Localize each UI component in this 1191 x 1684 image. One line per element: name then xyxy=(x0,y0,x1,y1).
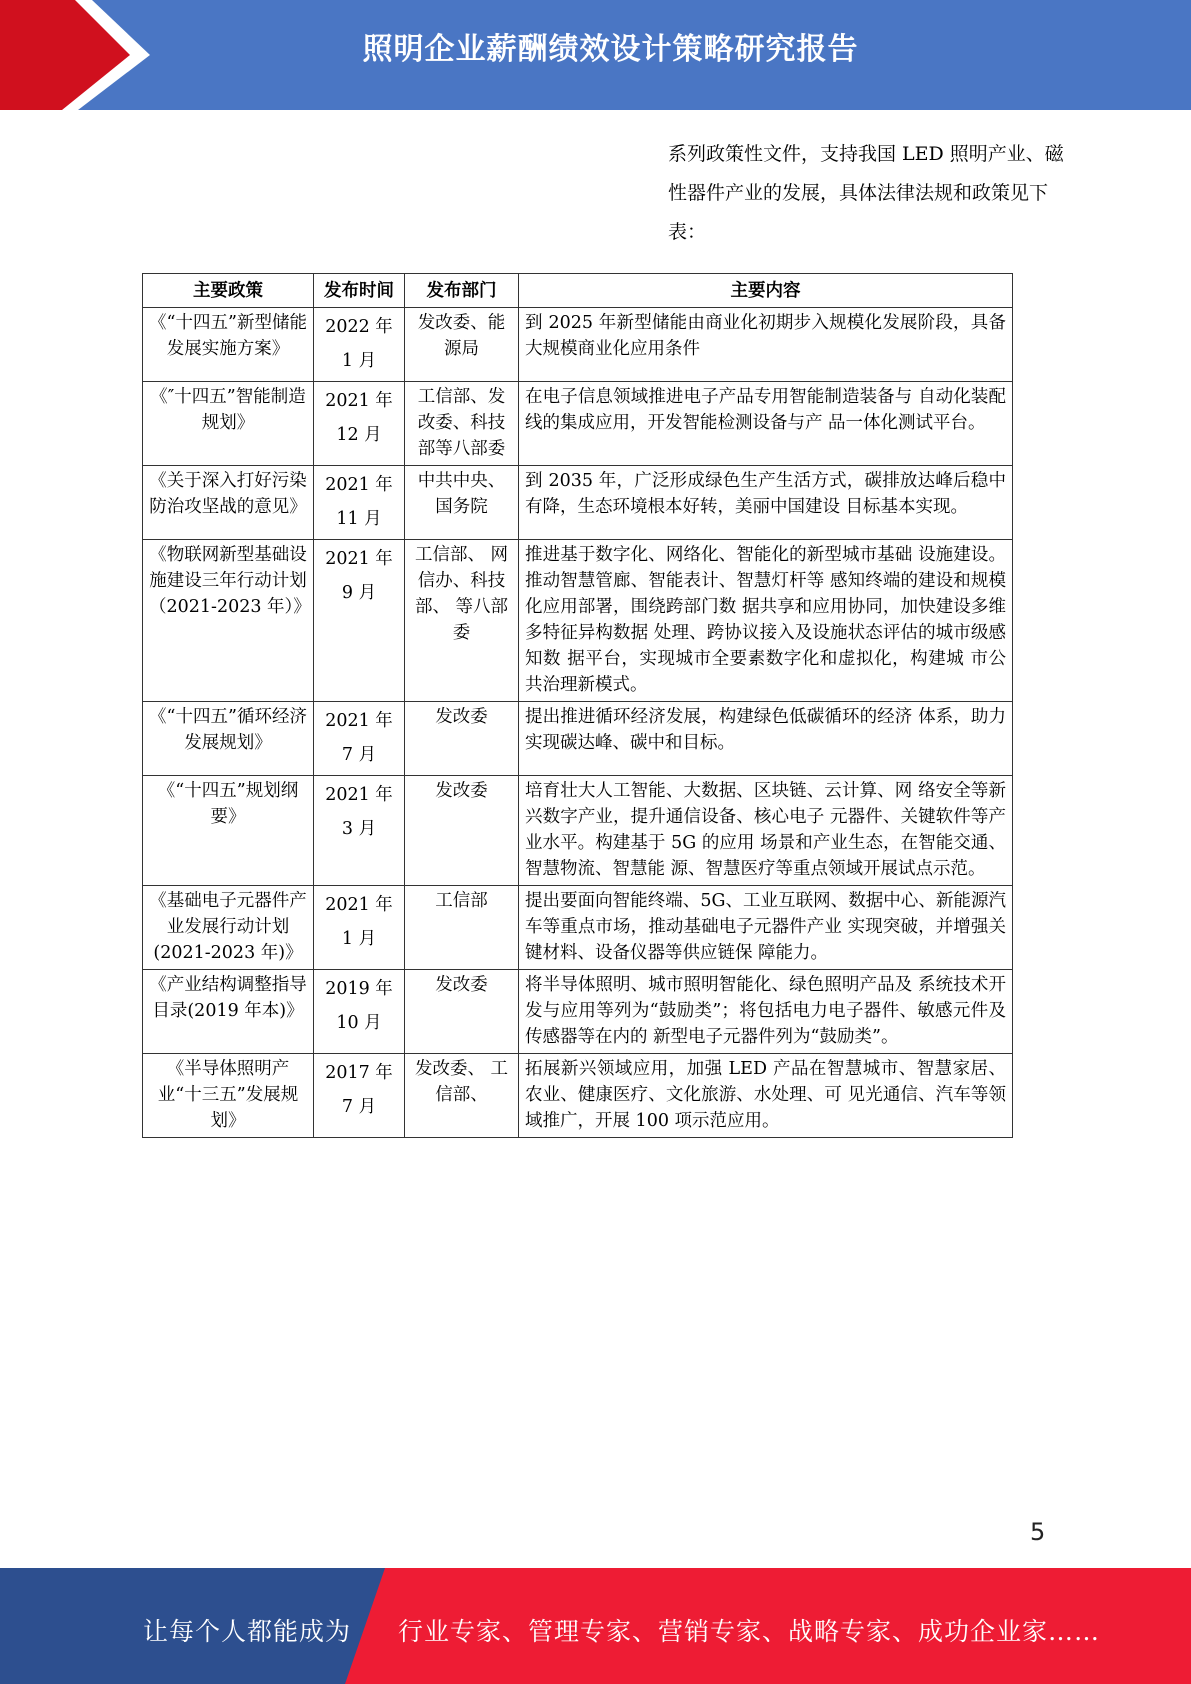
policy-content: 将半导体照明、城市照明智能化、绿色照明产品及 系统技术开发与应用等列为“鼓励类”；将包括电力电子器件、敏感元件及传感器等在内的 新型电子元器件列为“鼓励类”。 xyxy=(519,970,1013,1054)
policy-date: 2021 年 7 月 xyxy=(314,702,405,776)
policy-date: 2021 年 12 月 xyxy=(314,382,405,466)
policy-content: 到 2035 年，广泛形成绿色生产生活方式，碳排放达峰后稳中有降，生态环境根本好转，美丽中国建设 目标基本实现。 xyxy=(519,466,1013,540)
header-content: 主要内容 xyxy=(519,274,1013,308)
policy-content: 提出要面向智能终端、5G、工业互联网、数据中心、新能源汽车等重点市场，推动基础电子元器件产业 实现突破，并增强关键材料、设备仪器等供应链保 障能力。 xyxy=(519,886,1013,970)
policy-name: 《半导体照明产业“十三五”发展规划》 xyxy=(143,1054,314,1138)
table-row xyxy=(143,702,1013,776)
policy-date: 2019 年 10 月 xyxy=(314,970,405,1054)
policy-name: 《″十四五”智能制造规划》 xyxy=(143,382,314,466)
intro-paragraph: 系列政策性文件，支持我国 LED 照明产业、磁性器件产业的发展，具体法律法规和政策见下表： xyxy=(668,143,1064,243)
footer-slogan-left: 让每个人都能成为 xyxy=(143,1617,352,1646)
policy-dept: 工信部、 网信办、科技部、 等八部委 xyxy=(405,540,519,702)
policy-content: 推进基于数字化、网络化、智能化的新型城市基础 设施建设。推动智慧管廊、智能表计、智慧灯杆等 感知终端的建设和规模化应用部署，围绕跨部门数 据共享和应用协同，加快建设多维多特征异构数据 处理、跨协议接入及设施状态评估的城市级感知数 据平台，实现城市全要素数字化和虚拟化，构建城 市公共治理新模式。 xyxy=(519,540,1013,702)
policy-date: 2021 年 9 月 xyxy=(314,540,405,702)
table-row xyxy=(143,308,1013,382)
header-date: 发布时间 xyxy=(314,274,405,308)
policy-dept: 中共中央、国务院 xyxy=(405,466,519,540)
policy-name: 《关于深入打好污染防治攻坚战的意见》 xyxy=(143,466,314,540)
policy-date: 2021 年 1 月 xyxy=(314,886,405,970)
footer-slogan-right: 行业专家、管理专家、营销专家、战略专家、成功企业家…… xyxy=(398,1617,1101,1646)
policy-name: 《基础电子元器件产业发展行动计划(2021-2023 年)》 xyxy=(143,886,314,970)
policy-content: 培育壮大人工智能、大数据、区块链、云计算、网 络安全等新兴数字产业，提升通信设备、核心电子 元器件、关键软件等产业水平。构建基于 5G 的应用 场景和产业生态，在智能交通、智慧物流、智慧能 源、智慧医疗等重点领域开展试点示范。 xyxy=(519,776,1013,886)
policy-date: 2021 年 3 月 xyxy=(314,776,405,886)
policy-content: 拓展新兴领域应用，加强 LED 产品在智慧城市、智慧家居、农业、健康医疗、文化旅游、水处理、可 见光通信、汽车等领域推广，开展 100 项示范应用。 xyxy=(519,1054,1013,1138)
policy-name: 《物联网新型基础设施建设三年行动计划（2021-2023 年）》 xyxy=(143,540,314,702)
policy-dept: 发改委 xyxy=(405,702,519,776)
table-row xyxy=(143,886,1013,970)
header-policy: 主要政策 xyxy=(143,274,314,308)
policy-name: 《产业结构调整指导目录(2019 年本)》 xyxy=(143,970,314,1054)
policy-name: 《“十四五”规划纲要》 xyxy=(143,776,314,886)
table-row xyxy=(143,970,1013,1054)
page-header xyxy=(0,0,1191,110)
policy-content: 在电子信息领域推进电子产品专用智能制造装备与 自动化装配线的集成应用，开发智能检测设备与产 品一体化测试平台。 xyxy=(519,382,1013,466)
policy-content: 到 2025 年新型储能由商业化初期步入规模化发展阶段，具备大规模商业化应用条件 xyxy=(519,308,1013,382)
policy-dept: 发改委、能源局 xyxy=(405,308,519,382)
table-row xyxy=(143,1054,1013,1138)
policy-dept: 发改委 xyxy=(405,776,519,886)
policy-date: 2017 年 7 月 xyxy=(314,1054,405,1138)
policy-date: 2022 年 1 月 xyxy=(314,308,405,382)
table-row xyxy=(143,776,1013,886)
page-number: 5 xyxy=(1030,1518,1046,1546)
policy-dept: 工信部、发改委、科技部等八部委 xyxy=(405,382,519,466)
policy-dept: 发改委 xyxy=(405,970,519,1054)
policy-date: 2021 年 11 月 xyxy=(314,466,405,540)
policy-table xyxy=(142,273,1013,1138)
header-dept: 发布部门 xyxy=(405,274,519,308)
policy-name: 《“十四五”循环经济发展规划》 xyxy=(143,702,314,776)
table-row xyxy=(143,382,1013,466)
table-header-row xyxy=(143,274,1013,308)
report-title: 照明企业薪酬绩效设计策略研究报告 xyxy=(362,32,859,67)
table-row xyxy=(143,466,1013,540)
table-row xyxy=(143,540,1013,702)
policy-name: 《“十四五”新型储能发展实施方案》 xyxy=(143,308,314,382)
policy-dept: 发改委、 工信部、 xyxy=(405,1054,519,1138)
policy-content: 提出推进循环经济发展，构建绿色低碳循环的经济 体系，助力实现碳达峰、碳中和目标。 xyxy=(519,702,1013,776)
policy-dept: 工信部 xyxy=(405,886,519,970)
